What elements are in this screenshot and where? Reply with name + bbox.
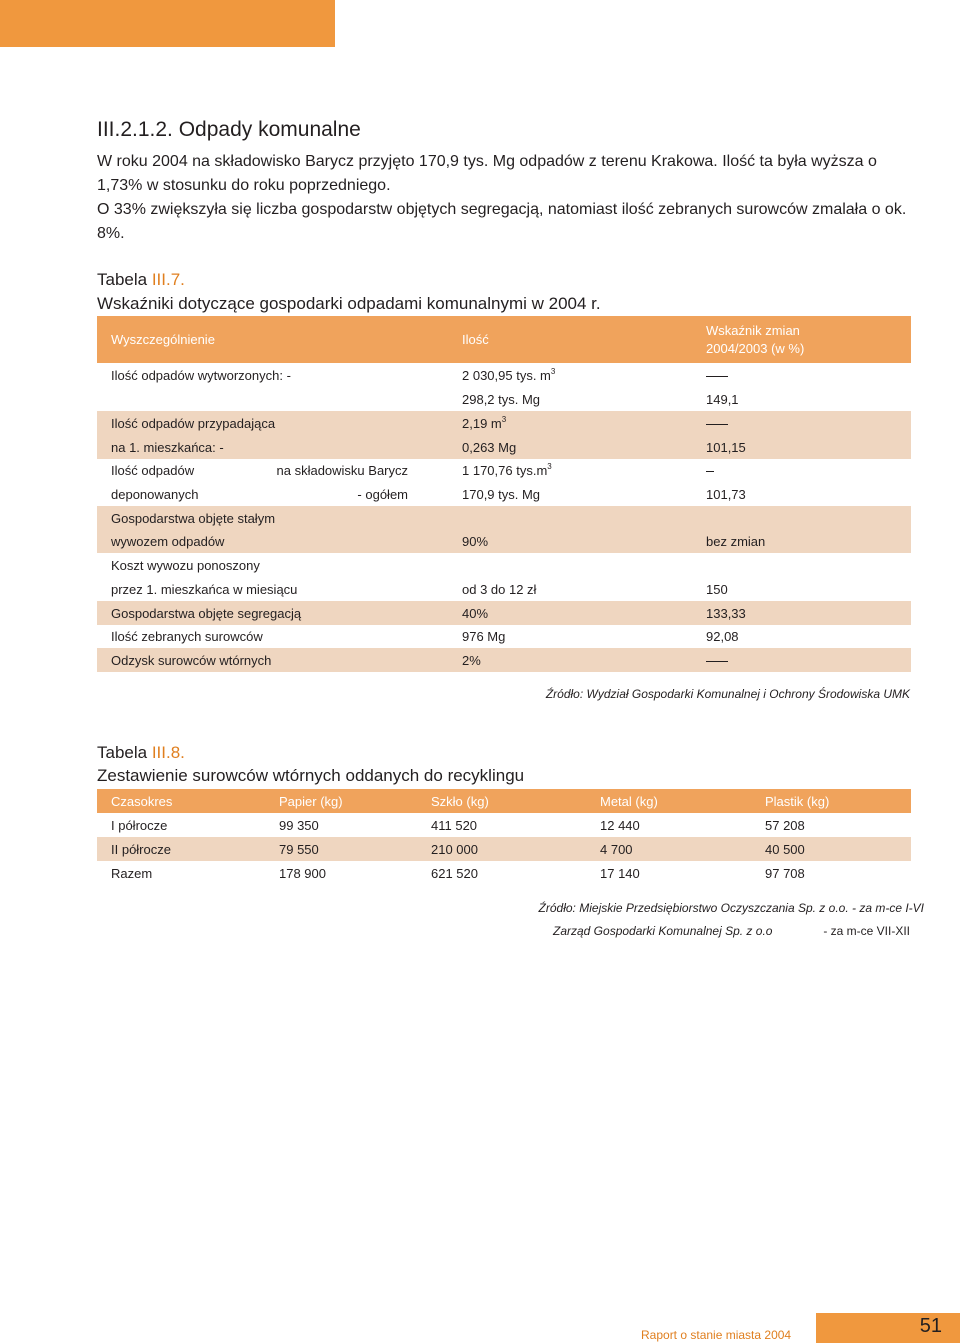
table1-header-item: Wyszczególnienie <box>97 316 448 363</box>
table1-label: Tabela III.7. <box>97 270 185 289</box>
table2-header-row <box>97 789 911 813</box>
intro-paragraph-1: W roku 2004 na składowisko Barycz przyjęto 170,9 tys. Mg odpadów z terenu Krakowa. Ilość ta była wyższa o 1,73% w stosunku do roku poprzedniego. <box>97 153 877 194</box>
table2-header-metal: Metal (kg) <box>586 789 751 813</box>
table-row: I półrocze 99 350 411 520 12 440 57 208 <box>111 817 805 833</box>
dash-mark <box>706 424 728 425</box>
table-row: Ilość odpadów wytworzonych: - 2 030,95 tys. $m^3$ <box>97 363 911 387</box>
table2-header-paper: Papier (kg) <box>265 789 417 813</box>
table1-header-index: Wskaźnik zmian 2004/2003 (w %) <box>692 316 911 363</box>
table1-source: Źródło: Wydział Gospodarki Komunalnej i Ochrony Środowiska UMK <box>545 687 910 701</box>
dash-mark <box>706 471 714 472</box>
table-row: deponowanych - ogółem 170,9 tys. Mg 101,73 <box>111 486 746 502</box>
table-row: Ilość zebranych surowców 976 Mg 92,08 <box>111 629 739 644</box>
table2-label: Tabela III.8. <box>97 743 185 762</box>
table-row: II półrocze 79 550 210 000 4 700 40 500 <box>97 837 911 861</box>
table-row: Koszt wywozu ponoszony <box>111 557 260 573</box>
table-row: Gospodarstwa objęte segregacją 40% 133,33 <box>97 601 911 625</box>
table-row: 298,2 tys. Mg 149,1 <box>462 391 739 407</box>
table2-header-plastic: Plastik (kg) <box>751 789 911 813</box>
table1-title: Wskaźniki dotyczące gospodarki odpadami komunalnymi w 2004 r. <box>97 294 601 313</box>
top-accent-bar <box>0 0 335 47</box>
table-row: przez 1. mieszkańca w miesiącu od 3 do 12 zł 150 <box>111 581 728 597</box>
table1 <box>97 316 911 672</box>
table2-source-line2a: Zarząd Gospodarki Komunalnej Sp. z o.o <box>553 924 773 938</box>
table-row: na 1. mieszkańca: - 0,263 Mg 101,15 <box>97 435 911 459</box>
dash-mark <box>706 376 728 377</box>
table1-header-row <box>97 316 911 363</box>
table2 <box>97 789 911 885</box>
table-row: Odzysk surowców wtórnych 2% <box>97 648 911 672</box>
table2-header-period: Czasokres <box>97 789 265 813</box>
section-heading: III.2.1.2. Odpady komunalne <box>97 118 361 141</box>
table2-title: Zestawienie surowców wtórnych oddanych do recyklingu <box>97 766 525 785</box>
page-number: 51 <box>919 1315 942 1337</box>
intro-text <box>97 150 917 246</box>
table1-header-quantity: Ilość <box>448 316 692 363</box>
intro-paragraph-2: O 33% zwiększyła się liczba gospodarstw objętych segregacją, natomiast ilość zebranych surowców zmalała o ok. 8%. <box>97 201 907 242</box>
table-row: wywozem odpadów 90% bez zmian <box>97 530 911 553</box>
table2-source-line2b: - za m-ce VII-XII <box>823 924 910 938</box>
table2-source-line1: Źródło: Miejskie Przedsiębiorstwo Oczyszczania Sp. z o.o. - za m-ce I-VI <box>538 901 924 915</box>
table-row: Ilość odpadów na składowisku Barycz 1 170,76 $tys.m^3$ <box>97 459 911 482</box>
table2-header-glass: Szkło (kg) <box>417 789 586 813</box>
dash-mark <box>706 661 728 662</box>
page-number-box <box>816 1313 960 1343</box>
table-row: Gospodarstwa objęte stałym <box>97 506 911 530</box>
report-title-footer: Raport o stanie miasta 2004 <box>641 1328 792 1342</box>
table-row: Razem 178 900 621 520 17 140 97 708 <box>111 865 805 881</box>
table-row: Ilość odpadów przypadająca 2,19 $m^3$ <box>97 411 911 435</box>
